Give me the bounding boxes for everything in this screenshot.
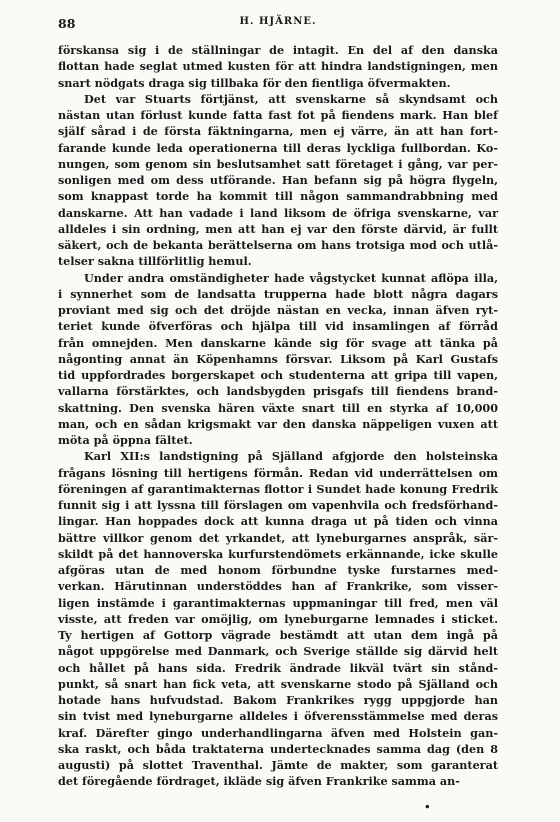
text-line: danskarne. Att han vadade i land liksom de öfriga svenskarne, var bbox=[58, 205, 498, 220]
text-line: verkan. Härutinnan understöddes han af Frankrike, som visser- bbox=[58, 579, 498, 594]
text-line: från omnejden. Men danskarne kände sig för svage att tänka på bbox=[58, 335, 498, 350]
text-line: lingar. Han hoppades dock att kunna draga ut på tiden och vinna bbox=[58, 514, 498, 529]
text-line: frågans lösning till hertigens förmån. Redan vid underrättelsen om bbox=[58, 465, 498, 480]
text-line: skattning. Den svenska hären växte snart till en styrka af 10,000 bbox=[58, 400, 498, 415]
paragraph bbox=[58, 448, 498, 789]
text-line: man, och en sådan krigsmakt var den danska näppeligen vuxen att bbox=[58, 416, 498, 431]
text-line: Under andra omständigheter hade vågstycket kunnat aflöpa illa, bbox=[84, 270, 498, 285]
text-line: i synnerhet som de landsatta trupperna hade blott några dagars bbox=[58, 286, 498, 301]
text-line: alldeles i sin ordning, men att han ej var den förste därvid, är fullt bbox=[58, 221, 498, 236]
text-line: säkert, och de bekanta berättelserna om hans trotsiga mod och utlå- bbox=[58, 238, 498, 252]
text-line: farande kunde leda operationerna till deras lyckliga fullbordan. Ko- bbox=[58, 140, 498, 155]
text-line: möta på öppna fältet. bbox=[58, 433, 193, 447]
text-line: som knappast torde ha kommit till någon sammandrabbning med bbox=[58, 189, 498, 204]
text-line: någonting annat än Köpenhamns försvar. Liksom på Karl Gustafs bbox=[58, 351, 498, 366]
text-line: sonligen med om dess utförande. Han befann sig på högra flygeln, bbox=[58, 173, 498, 187]
text-line: snart nödgats draga sig tillbaka för den fientliga öfvermakten. bbox=[58, 75, 451, 90]
text-line: proviant med sig och det dröjde nästan en vecka, innan äfven ryt- bbox=[58, 303, 498, 317]
text-line: föreningen af garantimakternas flottor i Sundet hade konung Fredrik bbox=[58, 481, 498, 496]
text-line: ligen instämde i garantimakternas uppmaningar till fred, men väl bbox=[58, 595, 498, 610]
page-header bbox=[58, 16, 498, 36]
text-line: punkt, så snart han fick veta, att svenskarne stodo på Själland och bbox=[58, 676, 498, 691]
text-line: ska raskt, och båda traktaterna undertecknades samma dag (den 8 bbox=[58, 741, 498, 756]
text-line: själf sårad i de första fäktningarna, men ej värre, än att han fort- bbox=[58, 124, 498, 139]
text-line: nästan utan förlust kunde fatta fast fot på fiendens mark. Han blef bbox=[58, 108, 498, 122]
text-line: telser sakna tillförlitlig hemul. bbox=[58, 254, 252, 269]
text-line: afgöras utan de med honom förbundne tyske furstarnes med- bbox=[58, 563, 498, 577]
text-line: flottan hade seglat utmed kusten för att hindra landstigningen, men bbox=[58, 59, 498, 74]
text-line: visste, att freden var omöjlig, om lyneburgarne lemnades i sticket. bbox=[58, 611, 498, 626]
paragraph bbox=[58, 42, 498, 91]
text-line: vallarna förstärktes, och landsbygden prisgafs till fiendens brand- bbox=[58, 384, 498, 399]
text-line: det föregående fördraget, ikläde sig äfven Frankrike samma an- bbox=[58, 774, 460, 789]
text-line: nungen, som genom sin beslutsamhet satt företaget i gång, var per- bbox=[58, 156, 498, 171]
ink-mark: • bbox=[420, 799, 435, 815]
text-line: teriet kunde öfverföras och hjälpa till vid insamlingen af förråd bbox=[58, 319, 498, 334]
paragraph bbox=[58, 91, 498, 270]
text-line: Det var Stuarts förtjänst, att svenskarne så skyndsamt och bbox=[84, 91, 498, 106]
text-line: något uppgörelse med Danmark, och Sverige ställde sig därvid helt bbox=[58, 644, 498, 659]
text-line: Ty hertigen af Gottorp vägrade bestämdt att utan dem ingå på bbox=[58, 628, 498, 642]
paragraph bbox=[58, 270, 498, 449]
text-line: och hållet på hans sida. Fredrik ändrade likväl tvärt sin stånd- bbox=[58, 660, 498, 675]
running-head: H. HJÄRNE. bbox=[239, 16, 317, 27]
text-line: skildt på det hannoverska kurfurstendömets erkännande, icke skulle bbox=[58, 546, 498, 561]
page-number: 88 bbox=[58, 16, 76, 31]
body-text bbox=[58, 42, 498, 790]
text-line: hotade hans hufvudstad. Bakom Frankrikes rygg uppgjorde han bbox=[58, 693, 498, 707]
text-line: funnit sig i att lyssna till förslagen om vapenhvila och fredsförhand- bbox=[58, 498, 498, 512]
text-line: bättre villkor genom det yrkandet, att lyneburgarnes anspråk, sär- bbox=[58, 530, 498, 545]
text-line: Karl XII:s landstigning på Själland afgjorde den holsteinska bbox=[84, 449, 498, 464]
text-line: kraf. Därefter gingo underhandlingarna äfven med Holstein gan- bbox=[58, 725, 498, 740]
text-line: sin tvist med lyneburgarne alldeles i öfverensstämmelse med deras bbox=[58, 709, 498, 724]
text-line: förskansa sig i de ställningar de intagit. En del af den danska bbox=[58, 43, 498, 57]
text-line: augusti) på slottet Traventhal. Jämte de makter, som garanterat bbox=[58, 758, 498, 772]
text-line: tid uppfordrades borgerskapet och studenterna att gripa till vapen, bbox=[58, 368, 498, 382]
